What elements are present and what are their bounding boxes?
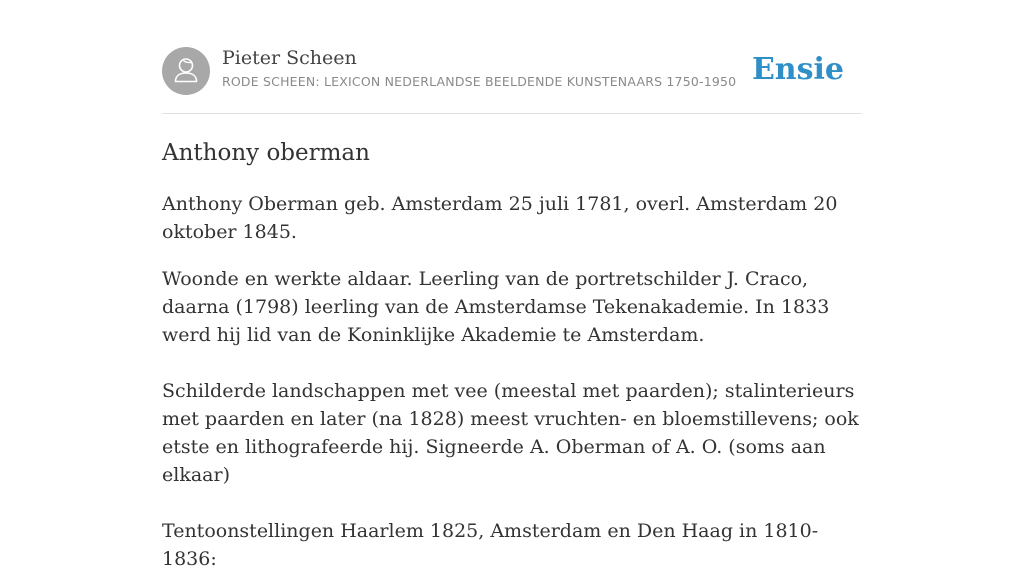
article-paragraph: Anthony Oberman geb. Amsterdam 25 juli 1781, overl. Amsterdam 20 oktober 1845. xyxy=(162,193,838,243)
article-title: Anthony oberman xyxy=(162,140,370,166)
article-body xyxy=(162,190,862,573)
ensie-logo[interactable]: Ensie xyxy=(751,52,844,87)
article-paragraph: Woonde en werkte aldaar. Leerling van de portretschilder J. Craco, daarna (1798) leerling van de Amsterdamse Tekenakademie. In 1833 werd hij lid van de Koninklijke Akademie te Amsterdam. Schilderde landschappen met vee (meestal met paarden); stalinterieurs met paarden en later (na 1828) meest vruchten- en bloemstillevens; ook etste en lithografeerde hij. Signeerde A. Oberman of A. O. (soms aan elkaar) Tentoonstellingen Haarlem 1825, Amsterdam en Den Haag in 1810-1836: xyxy=(162,268,859,570)
header-divider xyxy=(162,113,862,114)
article-header xyxy=(162,46,862,96)
person-outline-icon xyxy=(162,47,210,95)
user-avatar-icon[interactable] xyxy=(162,47,210,95)
source-title[interactable]: RODE SCHEEN: LEXICON NEDERLANDSE BEELDENDE KUNSTENAARS 1750-1950 xyxy=(222,74,737,89)
author-name[interactable]: Pieter Scheen xyxy=(222,47,357,69)
